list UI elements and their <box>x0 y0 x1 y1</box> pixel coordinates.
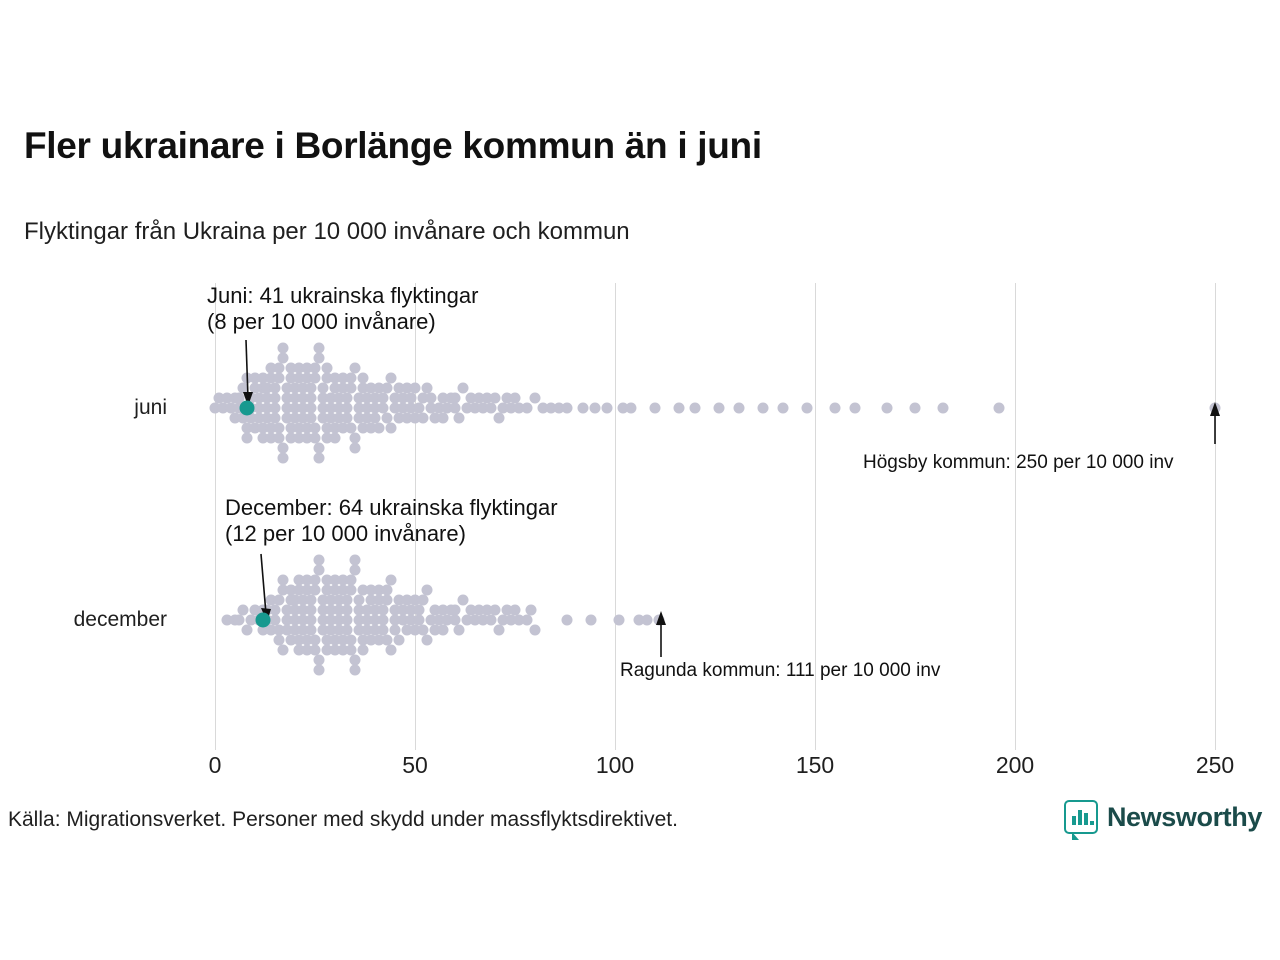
dot <box>314 555 325 566</box>
dot <box>494 625 505 636</box>
xtick-label-150: 150 <box>795 752 835 778</box>
dot <box>330 433 341 444</box>
dot <box>314 665 325 676</box>
dot <box>354 595 365 606</box>
dot <box>778 403 789 414</box>
logo-text: Newsworthy <box>1106 801 1262 832</box>
dot <box>374 423 385 434</box>
source-note: Källa: Migrationsverket. Personer med skydd under massflyktsdirektivet. <box>8 808 678 831</box>
dot <box>450 393 461 404</box>
xtick-label-250: 250 <box>1195 752 1235 778</box>
dot <box>342 393 353 404</box>
annotation-hogsby: Högsby kommun: 250 per 10 000 inv <box>863 452 1174 473</box>
dot <box>690 403 701 414</box>
dot <box>530 625 541 636</box>
highlighted-dot-borlange <box>256 613 271 628</box>
dot <box>458 595 469 606</box>
dot <box>378 605 389 616</box>
dot <box>426 393 437 404</box>
dot <box>602 403 613 414</box>
dot <box>378 393 389 404</box>
dot <box>342 605 353 616</box>
highlighted-dot-borlange <box>240 401 255 416</box>
xtick-label-200: 200 <box>995 752 1035 778</box>
dot <box>830 403 841 414</box>
dot <box>382 595 393 606</box>
dot <box>234 615 245 626</box>
dot <box>414 605 425 616</box>
dot <box>350 443 361 454</box>
dot <box>346 585 357 596</box>
annotation-december-line1: December: 64 ukrainska flyktingar <box>225 495 558 520</box>
xtick-label-0: 0 <box>208 752 222 778</box>
dot <box>306 605 317 616</box>
annotation-juni-arrow <box>228 336 268 408</box>
xtick-label-100: 100 <box>595 752 635 778</box>
dot <box>386 645 397 656</box>
newsworthy-logo <box>1064 800 1262 834</box>
chart-subtitle: Flyktingar från Ukraina per 10 000 invånare och kommun <box>24 218 630 245</box>
dot <box>418 413 429 424</box>
dot <box>938 403 949 414</box>
annotation-juni-line1: Juni: 41 ukrainska flyktingar <box>207 283 479 308</box>
dot <box>626 403 637 414</box>
dot <box>310 575 321 586</box>
dot <box>278 645 289 656</box>
dot <box>314 343 325 354</box>
dot <box>278 343 289 354</box>
dot <box>346 383 357 394</box>
dot <box>438 625 449 636</box>
dot <box>242 433 253 444</box>
dot <box>578 403 589 414</box>
annotation-juni-line2: (8 per 10 000 invånare) <box>207 308 436 334</box>
dot <box>530 393 541 404</box>
ylabel-december: december <box>73 608 167 631</box>
annotation-ragunda-arrow <box>646 605 676 660</box>
xtick-label-50: 50 <box>402 752 428 778</box>
dot <box>882 403 893 414</box>
dot <box>494 413 505 424</box>
dot <box>486 615 497 626</box>
dot <box>358 645 369 656</box>
dot <box>318 383 329 394</box>
dot <box>450 605 461 616</box>
dot <box>310 363 321 374</box>
annotation-december-line2: (12 per 10 000 invånare) <box>225 520 466 546</box>
dot <box>350 565 361 576</box>
dot <box>386 423 397 434</box>
dot <box>910 403 921 414</box>
dot <box>314 453 325 464</box>
dot <box>270 383 281 394</box>
dot <box>386 575 397 586</box>
dot <box>850 403 861 414</box>
dot <box>274 373 285 384</box>
dot <box>322 363 333 374</box>
dot <box>410 383 421 394</box>
annotation-december <box>225 495 558 547</box>
dot <box>350 665 361 676</box>
dot <box>438 413 449 424</box>
dot <box>274 363 285 374</box>
annotation-ragunda: Ragunda kommun: 111 per 10 000 inv <box>620 660 941 681</box>
dot <box>422 635 433 646</box>
dot <box>270 393 281 404</box>
dot <box>674 403 685 414</box>
dot <box>306 383 317 394</box>
dot <box>342 595 353 606</box>
dot <box>454 625 465 636</box>
dot <box>526 605 537 616</box>
dot <box>458 383 469 394</box>
dot <box>314 353 325 364</box>
gridline-200 <box>1015 283 1016 750</box>
dot <box>590 403 601 414</box>
dot <box>350 363 361 374</box>
gridline-0 <box>215 283 216 750</box>
dot <box>714 403 725 414</box>
dot <box>358 373 369 384</box>
dot <box>382 585 393 596</box>
dot <box>522 403 533 414</box>
dot <box>522 615 533 626</box>
dot <box>382 383 393 394</box>
dot <box>310 373 321 384</box>
dot <box>314 565 325 576</box>
annotation-hogsby-arrow <box>1200 398 1230 448</box>
dot <box>650 403 661 414</box>
dot <box>278 453 289 464</box>
dot <box>346 575 357 586</box>
dot <box>346 373 357 384</box>
dot <box>802 403 813 414</box>
dot <box>734 403 745 414</box>
chart-bars-icon <box>1064 800 1098 834</box>
dot <box>394 635 405 646</box>
dot <box>310 585 321 596</box>
dot <box>562 403 573 414</box>
dot <box>306 595 317 606</box>
ylabel-juni: juni <box>134 396 167 419</box>
dot <box>278 353 289 364</box>
dot <box>562 615 573 626</box>
dot <box>490 393 501 404</box>
dot <box>422 585 433 596</box>
gridline-250 <box>1215 283 1216 750</box>
dot <box>994 403 1005 414</box>
dot <box>614 615 625 626</box>
dot <box>306 393 317 404</box>
dot <box>406 393 417 404</box>
gridline-100 <box>615 283 616 750</box>
dot <box>758 403 769 414</box>
page-title: Fler ukrainare i Borlänge kommun än i juni <box>24 125 762 166</box>
dot <box>350 555 361 566</box>
dot <box>586 615 597 626</box>
dot <box>454 413 465 424</box>
annotation-juni <box>207 283 478 335</box>
dot <box>418 595 429 606</box>
dot <box>486 403 497 414</box>
dot <box>386 373 397 384</box>
dot <box>490 605 501 616</box>
